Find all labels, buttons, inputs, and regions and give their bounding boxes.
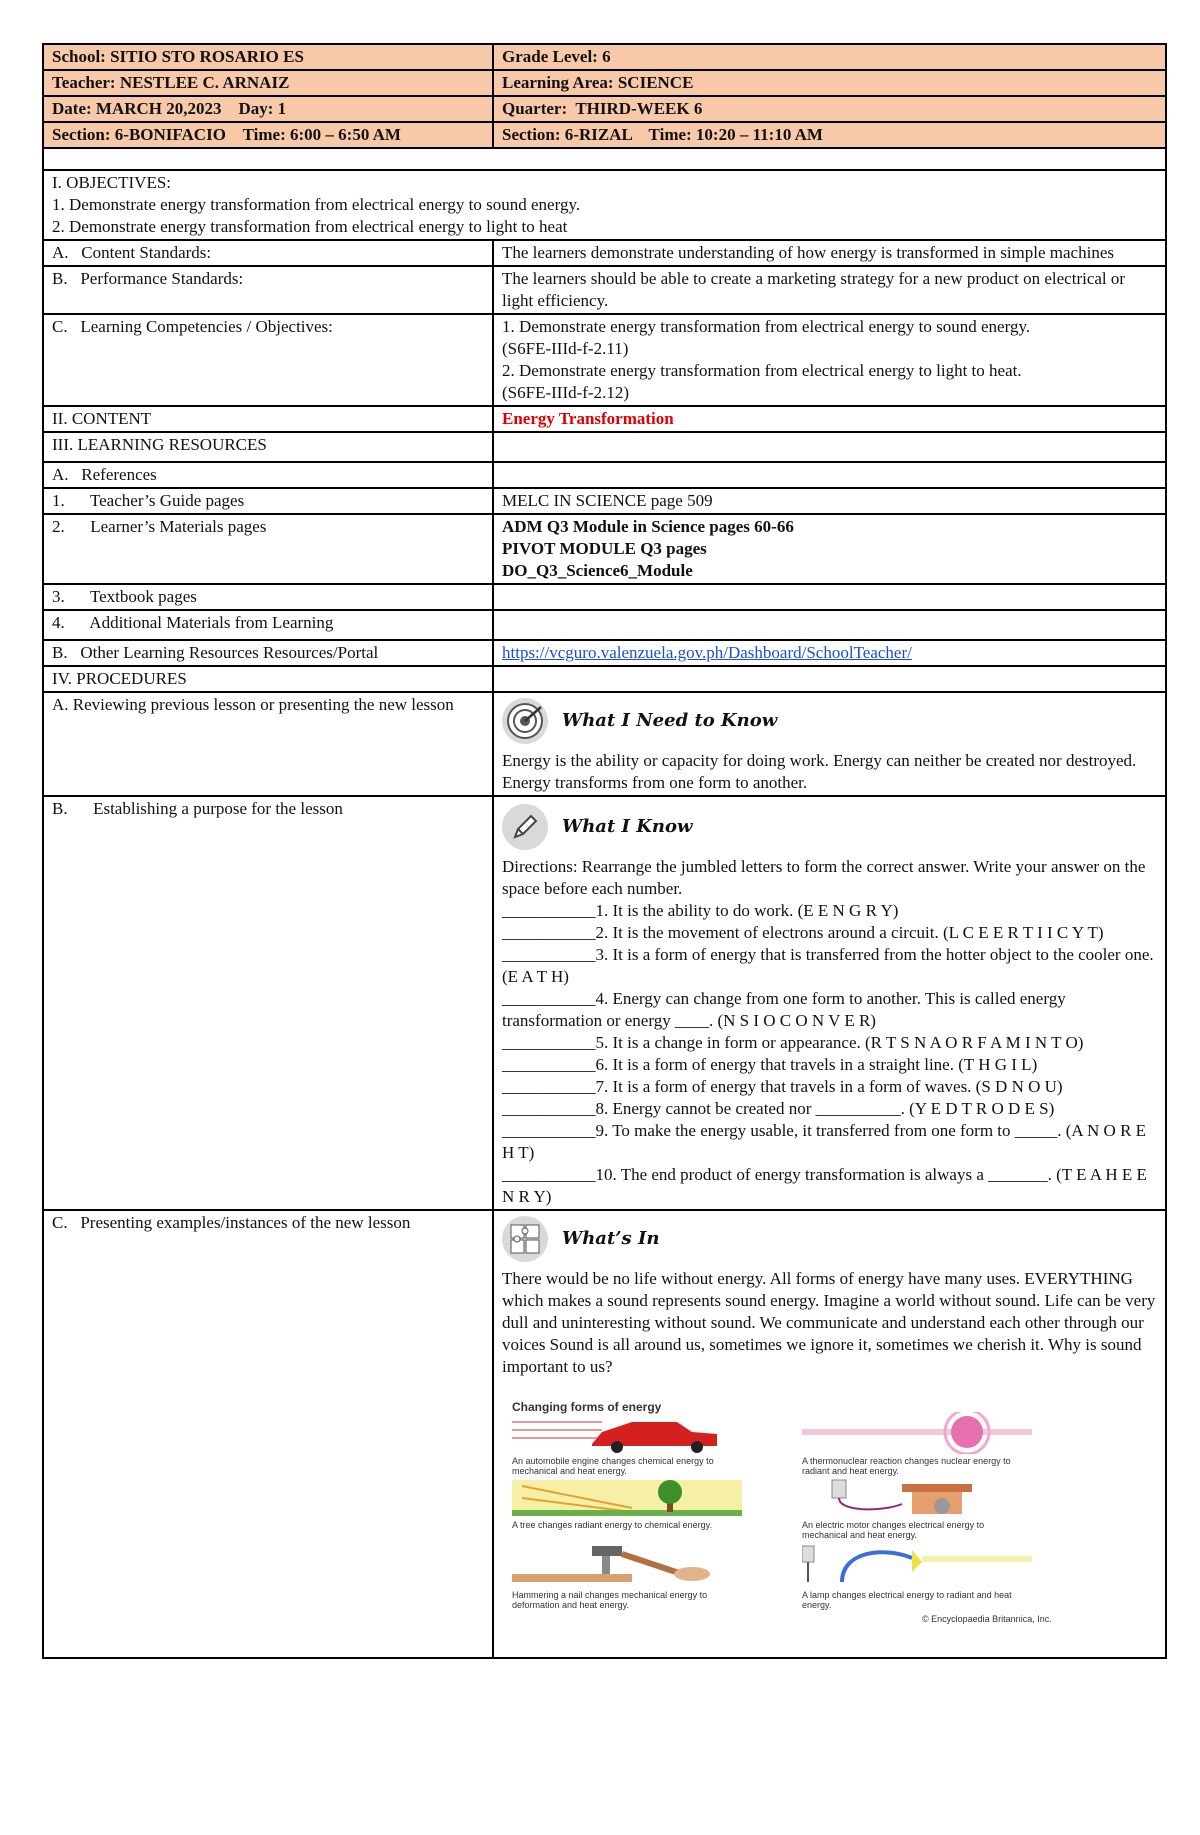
performance-standards-label: B. Performance Standards: [43,266,493,314]
pencil-icon [502,804,548,850]
school-cell: School: SITIO STO ROSARIO ES [43,44,493,70]
figure-credit: © Encyclopaedia Britannica, Inc. [922,1614,1052,1624]
tree-caption: A tree changes radiant energy to chemical energy. [512,1520,712,1530]
teachers-guide-row [43,488,1166,514]
competency-2-code: (S6FE-IIId-f-2.12) [502,383,629,402]
competencies-value [493,314,1166,406]
learners-materials-value [493,514,1166,584]
performance-standards-row [43,266,1166,314]
sun-illustration [802,1412,1032,1454]
procedure-a-text: Energy is the ability or capacity for doing work. Energy can neither be created nor destroyed. Energy transforms from one form to another. [502,751,1137,792]
grade-level-cell: Grade Level: 6 [493,44,1166,70]
procedures-row [43,666,1166,692]
additional-row [43,610,1166,640]
references-row [43,462,1166,488]
content-standards-row [43,240,1166,266]
content-label: II. CONTENT [43,406,493,432]
header-row [43,96,1166,122]
additional-label: 4. Additional Materials from Learning [43,610,493,640]
question-9: ___________9. To make the energy usable, it transferred from one form to _____. (A N O R E H T) [502,1121,1147,1162]
procedure-b-row [43,796,1166,1210]
competency-1-code: (S6FE-IIId-f-2.11) [502,339,629,358]
question-1: ___________1. It is the ability to do work. (E E N G R Y) [502,901,899,920]
competencies-label: C. Learning Competencies / Objectives: [43,314,493,406]
competencies-row [43,314,1166,406]
car-caption: An automobile engine changes chemical energy to mechanical and heat energy. [512,1456,714,1476]
resources-row [43,432,1166,462]
header-row [43,44,1166,70]
question-7: ___________7. It is a form of energy that travels in a form of waves. (S D N O U) [502,1077,1063,1096]
procedure-c-label: C. Presenting examples/instances of the new lesson [43,1210,493,1658]
question-10: ___________10. The end product of energy transformation is always a _______. (T E A H E E N R Y) [502,1165,1147,1206]
energy-figure [502,1396,1062,1656]
directions: Directions: Rearrange the jumbled letters to form the correct answer. Write your answer on the space before each number. [502,857,1146,898]
date-cell: Date: MARCH 20,2023 Day: 1 [43,96,493,122]
references-label: A. References [43,462,493,488]
section-header [502,1216,1157,1262]
target-icon [502,698,548,744]
procedure-b-label: B. Establishing a purpose for the lesson [43,796,493,1210]
content-row [43,406,1166,432]
what-i-know-title: What I Know [562,816,693,837]
teachers-guide-label: 1. Teacher’s Guide pages [43,488,493,514]
question-5: ___________5. It is a change in form or appearance. (R T S N A O R F A M I N T O) [502,1033,1084,1052]
spacer-row [43,148,1166,170]
procedure-c-text: There would be no life without energy. All forms of energy have many uses. EVERYTHING which makes a sound represents sound energy. Imagine a world without sound. Life can be very dull and uninteresting without sound. We communicate and understand each other through our voices Sound is all around us, sometimes we ignore it, sometimes we cherish it. Why is sound important to us? [502,1269,1156,1376]
puzzle-icon [502,1216,548,1262]
textbook-row [43,584,1166,610]
question-2: ___________2. It is the movement of electrons around a circuit. (L C E E R T I I C Y T) [502,923,1104,942]
whats-in-title: What’s In [562,1228,660,1249]
sun-caption: A thermonuclear reaction changes nuclear energy to radiant and heat energy. [802,1456,1011,1476]
section-a-cell: Section: 6-BONIFACIO Time: 6:00 – 6:50 AM [43,122,493,148]
question-3: ___________3. It is a form of energy that is transferred from the hotter object to the cooler one. (E A T H) [502,945,1154,986]
learners-materials-row [43,514,1166,584]
procedure-c-row [43,1210,1166,1658]
learners-materials-label: 2. Learner’s Materials pages [43,514,493,584]
portal-link[interactable]: https://vcguro.valenzuela.gov.ph/Dashboard/SchoolTeacher/ [502,643,912,662]
procedure-a-label: A. Reviewing previous lesson or presenting the new lesson [43,692,493,796]
other-resources-row [43,640,1166,666]
competency-1: 1. Demonstrate energy transformation from electrical energy to sound energy. [502,317,1031,336]
objective-2: 2. Demonstrate energy transformation from electrical energy to light to heat [52,217,568,236]
what-i-need-to-know-title: What I Need to Know [562,710,778,731]
question-8: ___________8. Energy cannot be created nor __________. (Y E D T R O D E S) [502,1099,1055,1118]
competency-2: 2. Demonstrate energy transformation from electrical energy to light to heat. [502,361,1022,380]
figure-title: Changing forms of energy [512,1400,662,1414]
motor-caption: An electric motor changes electrical energy to mechanical and heat energy. [802,1520,985,1540]
header-row [43,122,1166,148]
content-standards-value: The learners demonstrate understanding of how energy is transformed in simple machines [493,240,1166,266]
procedures-label: IV. PROCEDURES [43,666,493,692]
content-standards-label: A. Content Standards: [43,240,493,266]
content-value: Energy Transformation [493,406,1166,432]
hammer-illustration [512,1544,742,1586]
resources-label: III. LEARNING RESOURCES [43,432,493,462]
procedure-a-row [43,692,1166,796]
teachers-guide-value: MELC IN SCIENCE page 509 [493,488,1166,514]
question-6: ___________6. It is a form of energy that travels in a straight line. (T H G I L) [502,1055,1038,1074]
section-header [502,698,1157,744]
objective-1: 1. Demonstrate energy transformation from electrical energy to sound energy. [52,195,581,214]
tree-illustration [512,1478,742,1518]
motor-illustration [802,1476,1032,1518]
car-illustration [512,1414,742,1454]
question-4: ___________4. Energy can change from one form to another. This is called energy transformation or energy ____. (N S I O C O N V E R) [502,989,1066,1030]
performance-standards-value: The learners should be able to create a marketing strategy for a new product on electrical or light efficiency. [493,266,1166,314]
objectives-heading: I. OBJECTIVES: [52,173,171,192]
learners-material-3: DO_Q3_Science6_Module [502,561,693,580]
teacher-cell: Teacher: NESTLEE C. ARNAIZ [43,70,493,96]
learning-area-cell: Learning Area: SCIENCE [493,70,1166,96]
other-resources-label: B. Other Learning Resources Resources/Portal [43,640,493,666]
quarter-cell: Quarter: THIRD-WEEK 6 [493,96,1166,122]
section-header [502,804,1157,850]
lamp-illustration [802,1542,1032,1588]
hammer-caption: Hammering a nail changes mechanical energy to deformation and heat energy. [512,1590,708,1610]
textbook-label: 3. Textbook pages [43,584,493,610]
lamp-caption: A lamp changes electrical energy to radiant and heat energy. [802,1590,1012,1610]
header-row [43,70,1166,96]
objectives-cell [43,170,1166,240]
section-b-cell: Section: 6-RIZAL Time: 10:20 – 11:10 AM [493,122,1166,148]
lesson-plan-document [42,43,1167,1659]
learners-material-2: PIVOT MODULE Q3 pages [502,539,707,558]
lesson-plan-table [42,43,1167,1659]
learners-material-1: ADM Q3 Module in Science pages 60-66 [502,517,794,536]
objectives-row [43,170,1166,240]
